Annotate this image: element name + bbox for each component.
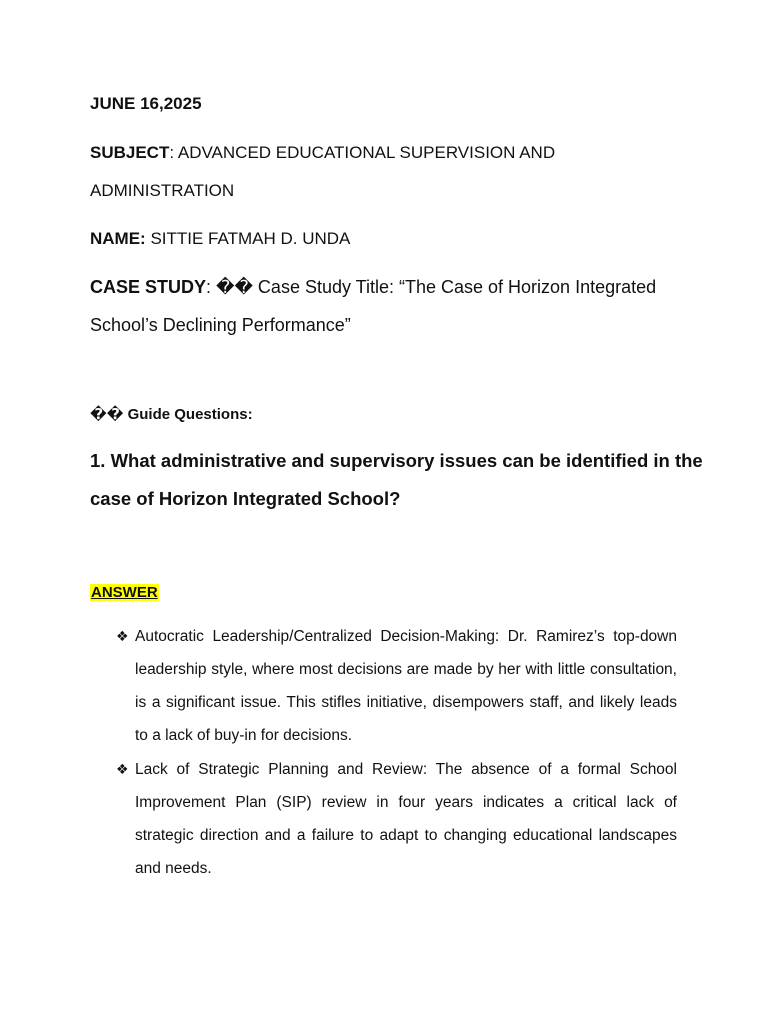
- answer-heading: ANSWER: [91, 584, 158, 601]
- subject-value: : ADVANCED EDUCATIONAL SUPERVISION AND: [169, 143, 556, 162]
- case-study-label: CASE STUDY: [90, 277, 207, 297]
- question-1: 1. What administrative and supervisory issues can be identified in the: [90, 450, 703, 471]
- case-study-title: : �� Case Study Title: “The Case of Horizon Integrated: [206, 277, 657, 297]
- guide-questions-heading: �� Guide Questions:: [90, 406, 253, 423]
- name-value: SITTIE FATMAH D. UNDA: [145, 229, 351, 248]
- list-item: [116, 620, 677, 752]
- case-study-line: [90, 277, 656, 298]
- name-label: NAME:: [90, 229, 146, 248]
- bullet-text: Lack of Strategic Planning and Review: The absence of a formal School Improvement Plan (SIP) review in four years indicates a critical lack of strategic direction and a failure to adapt to changing educational landscapes and needs.: [135, 761, 677, 877]
- case-study-title-continued: School’s Declining Performance”: [90, 315, 351, 335]
- answer-bullet-2: [116, 753, 677, 885]
- subject-value-continued: ADMINISTRATION: [90, 181, 235, 200]
- subject-line: [90, 143, 555, 163]
- question-1-continued: case of Horizon Integrated School?: [90, 488, 401, 509]
- subject-label: SUBJECT: [90, 143, 170, 162]
- list-item: [116, 753, 677, 885]
- name-line: [90, 229, 350, 249]
- diamond-bullet-icon: ❖: [116, 761, 129, 777]
- diamond-bullet-icon: ❖: [116, 628, 129, 644]
- bullet-text: Autocratic Leadership/Centralized Decision-Making: Dr. Ramirez’s top-down leadership style, where most decisions are made by her with little consultation, is a significant issue. This stifles initiative, disempowers staff, and likely leads to a lack of buy-in for decisions.: [135, 628, 677, 744]
- answer-bullet-1: [116, 620, 677, 752]
- document-date: JUNE 16,2025: [90, 94, 202, 113]
